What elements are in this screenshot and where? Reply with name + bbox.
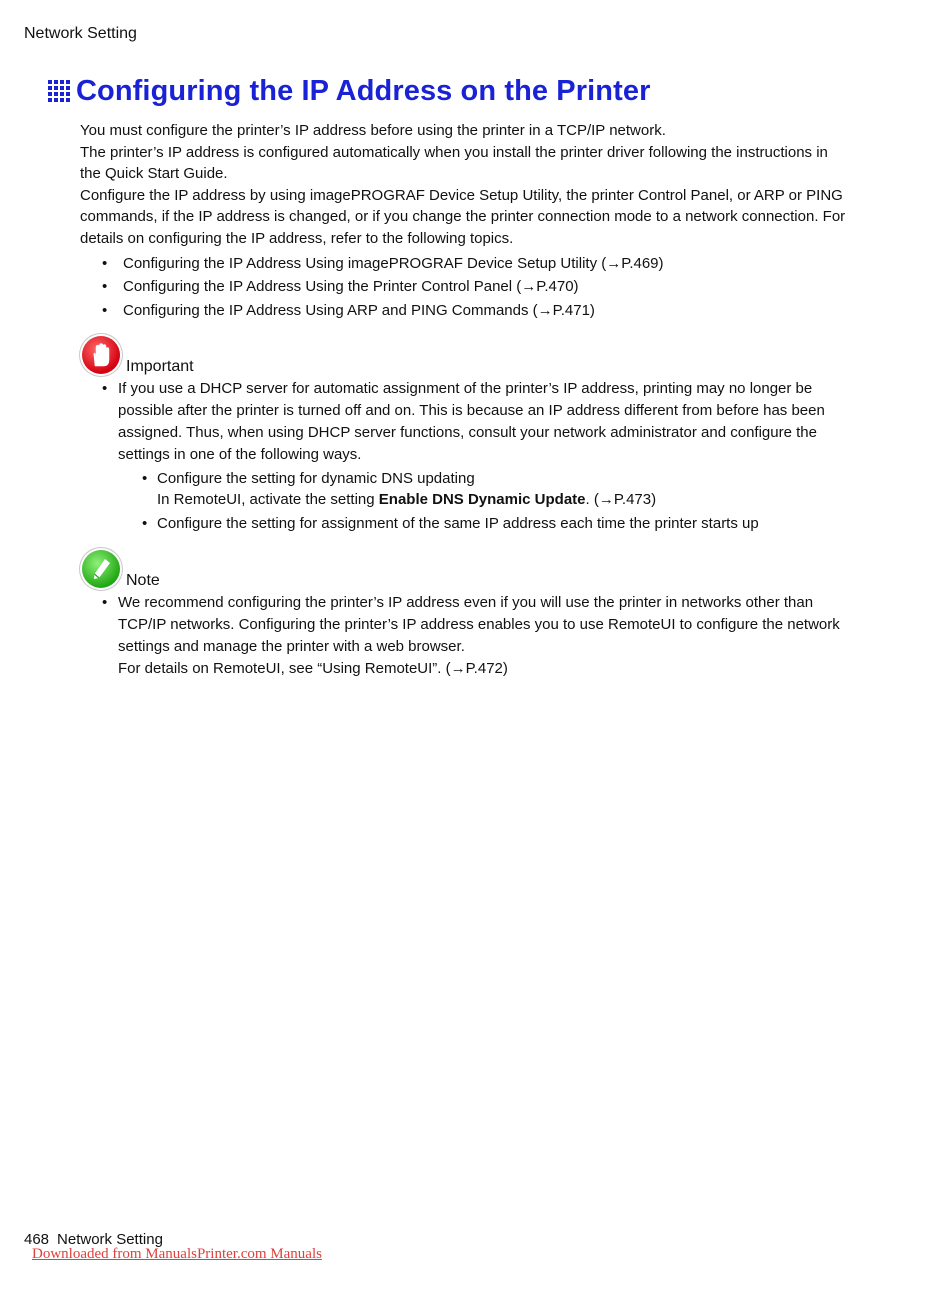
- bullet: •: [102, 301, 108, 319]
- note-body: [82, 592, 842, 680]
- running-head: Network Setting: [24, 25, 137, 42]
- grid-icon: [48, 80, 70, 102]
- topic-text: Configuring the IP Address Using the Printer Control Panel (→P.470): [123, 278, 579, 296]
- page-number: 468: [24, 1231, 50, 1248]
- intro-paragraph-2: The printer’s IP address is configured automatically when you install the printer driver following the instructions in the Quick Start Guide.: [80, 143, 828, 183]
- intro-paragraph-3: Configure the IP address by using imagePROGRAF Device Setup Utility, the printer Control Panel, or ARP or PING commands, if the IP address is changed, or if you change the printer connection mode to a network connection. For details on configuring the IP address, refer to the following topics.: [80, 186, 846, 247]
- note-callout: [82, 546, 842, 680]
- intro-section: [80, 120, 850, 322]
- intro-paragraph-1: You must configure the printer’s IP address before using the printer in a TCP/IP network.: [80, 122, 666, 139]
- topic-link-device-setup-utility[interactable]: [80, 252, 850, 276]
- sub-item-dns-title: Configure the setting for dynamic DNS updating: [157, 470, 475, 487]
- topic-link-arp-ping[interactable]: [80, 299, 850, 323]
- page-title: Configuring the IP Address on the Printer: [76, 75, 651, 107]
- important-callout: [82, 332, 842, 537]
- stop-hand-icon: [82, 336, 120, 374]
- page-ref-link[interactable]: . (→P.473): [585, 491, 657, 508]
- sub-item-dns-detail: [157, 489, 842, 510]
- bullet: •: [102, 594, 108, 611]
- note-text: We recommend configuring the printer’s IP address even if you will use the printer in networks other than TCP/IP networks. Configuring the printer’s IP address enables you to use RemoteUI to configure the network settings and manage the printer with a web browser.: [118, 594, 840, 655]
- download-link[interactable]: Downloaded from ManualsPrinter.com Manuals: [32, 1246, 322, 1262]
- note-header: [82, 546, 842, 588]
- sub-item-fixed-ip-text: Configure the setting for assignment of the same IP address each time the printer starts up: [157, 515, 759, 532]
- sub-item-dns: [118, 468, 842, 510]
- setting-name: Enable DNS Dynamic Update: [378, 491, 586, 508]
- sub-item-dns-prefix: In RemoteUI, activate the setting: [157, 491, 379, 508]
- important-label: Important: [126, 358, 194, 375]
- important-item: [82, 378, 842, 534]
- topic-link-control-panel[interactable]: [80, 275, 850, 299]
- important-text: If you use a DHCP server for automatic assignment of the printer’s IP address, printing may no longer be possible after the printer is turned off and on. This is because an IP address different from before has been assigned. Thus, when using DHCP server functions, consult your network administrator and configure the settings in one of the following ways.: [118, 380, 825, 463]
- important-sub-list: [118, 468, 842, 534]
- note-item: [82, 592, 842, 680]
- bullet: •: [102, 254, 108, 272]
- page-title-row: [48, 74, 650, 108]
- note-label: Note: [126, 572, 160, 589]
- bullet: •: [102, 380, 108, 397]
- note-remoteui-ref[interactable]: For details on RemoteUI, see “Using RemoteUI”. (→P.472): [118, 660, 508, 677]
- bullet: •: [102, 278, 108, 296]
- sub-item-fixed-ip: [118, 513, 842, 534]
- important-header: [82, 332, 842, 374]
- topic-list: [80, 252, 850, 323]
- important-body: [82, 378, 842, 534]
- footer-section: Network Setting: [57, 1231, 163, 1248]
- bullet: •: [142, 470, 148, 487]
- bullet: •: [142, 515, 148, 532]
- topic-text: Configuring the IP Address Using imagePROGRAF Device Setup Utility (→P.469): [123, 254, 664, 272]
- topic-text: Configuring the IP Address Using ARP and PING Commands (→P.471): [123, 301, 595, 319]
- pencil-icon: [82, 550, 120, 588]
